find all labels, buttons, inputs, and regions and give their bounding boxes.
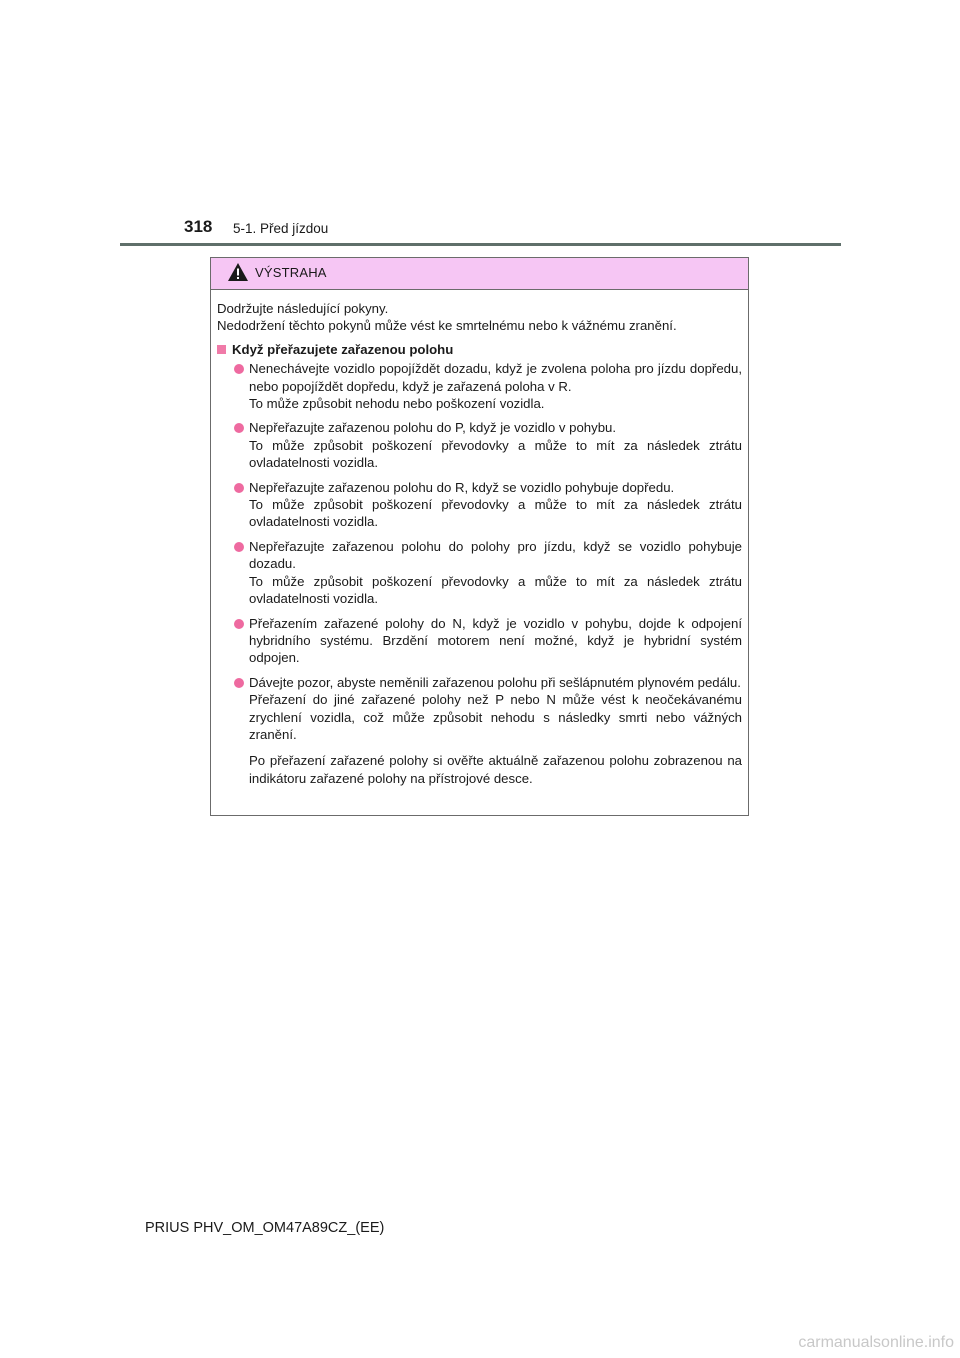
subhead bbox=[217, 341, 742, 358]
list-item bbox=[217, 360, 742, 412]
item-text: Přeřazení do jiné zařazené polohy než P nebo N může vést k neočekávanému zrychlení vozidla, což může způsobit nehodu s následky smrti nebo vážných zranění. bbox=[249, 692, 742, 742]
list-item bbox=[217, 479, 742, 531]
dot-bullet-icon bbox=[234, 678, 244, 688]
item-text: Dávejte pozor, abyste neměnili zařazenou polohu při sešlápnutém plynovém pedálu. bbox=[249, 674, 741, 690]
list-item bbox=[217, 674, 742, 744]
item-text: To může způsobit poškození převodovky a může to mít za následek ztrátu ovladatelnosti vozidla. bbox=[249, 573, 742, 607]
intro-line: Dodržujte následující pokyny. bbox=[217, 301, 389, 316]
item-text: To může způsobit poškození převodovky a může to mít za následek ztrátu ovladatelnosti vozidla. bbox=[249, 437, 742, 471]
item-text: To může způsobit poškození převodovky a může to mít za následek ztrátu ovladatelnosti vozidla. bbox=[249, 497, 742, 530]
list-item bbox=[217, 615, 742, 667]
dot-bullet-icon bbox=[234, 364, 244, 374]
item-text: Přeřazením zařazené polohy do N, když je vozidlo v pohybu, dojde k odpojení hybridního systému. Brzdění motorem není možné, když je hybridní systém odpojen. bbox=[249, 615, 742, 666]
page-number: 318 bbox=[184, 217, 213, 236]
item-text: To může způsobit nehodu nebo poškození vozidla. bbox=[249, 396, 545, 412]
subhead-text: Když přeřazujete zařazenou polohu bbox=[232, 341, 454, 357]
section-title: 5-1. Před jízdou bbox=[233, 221, 329, 236]
dot-bullet-icon bbox=[234, 619, 244, 629]
item-text: Nepřeřazujte zařazenou polohu do P, když je vozidlo v pohybu. bbox=[249, 420, 617, 436]
warning-triangle-icon bbox=[227, 262, 249, 282]
list-item bbox=[217, 538, 742, 608]
warning-header bbox=[211, 258, 748, 290]
intro-line: Nedodržení těchto pokynů může vést ke smrtelnému nebo k vážnému zranění. bbox=[217, 318, 677, 334]
dot-bullet-icon bbox=[234, 423, 244, 433]
item-text: Nepřeřazujte zařazenou polohu do R, když se vozidlo pohybuje dopředu. bbox=[249, 479, 675, 495]
item-text: Nenechávejte vozidlo popojíždět dozadu, když je zvolena poloha pro jízdu dopředu, nebo popojíždět dopředu, když je zařazená poloha v R. bbox=[249, 361, 742, 394]
list-item bbox=[217, 419, 742, 471]
header-rule bbox=[120, 243, 841, 246]
warning-box bbox=[210, 257, 749, 816]
warning-items-list bbox=[217, 360, 742, 743]
after-note: Po přeřazení zařazené polohy si ověřte aktuálně zařazenou polohu zobrazenou na indikátoru zařazené polohy na přístrojové desce. bbox=[249, 753, 742, 786]
square-bullet-icon bbox=[217, 345, 226, 354]
warning-title: VÝSTRAHA bbox=[255, 265, 327, 280]
document-code: PRIUS PHV_OM_OM47A89CZ_(EE) bbox=[145, 1220, 385, 1236]
watermark: carmanualsonline.info bbox=[798, 1334, 954, 1351]
dot-bullet-icon bbox=[234, 542, 244, 552]
dot-bullet-icon bbox=[234, 483, 244, 493]
item-text: Nepřeřazujte zařazenou polohu do polohy pro jízdu, když se vozidlo pohybuje dozadu. bbox=[249, 538, 742, 572]
warning-body bbox=[211, 290, 748, 787]
